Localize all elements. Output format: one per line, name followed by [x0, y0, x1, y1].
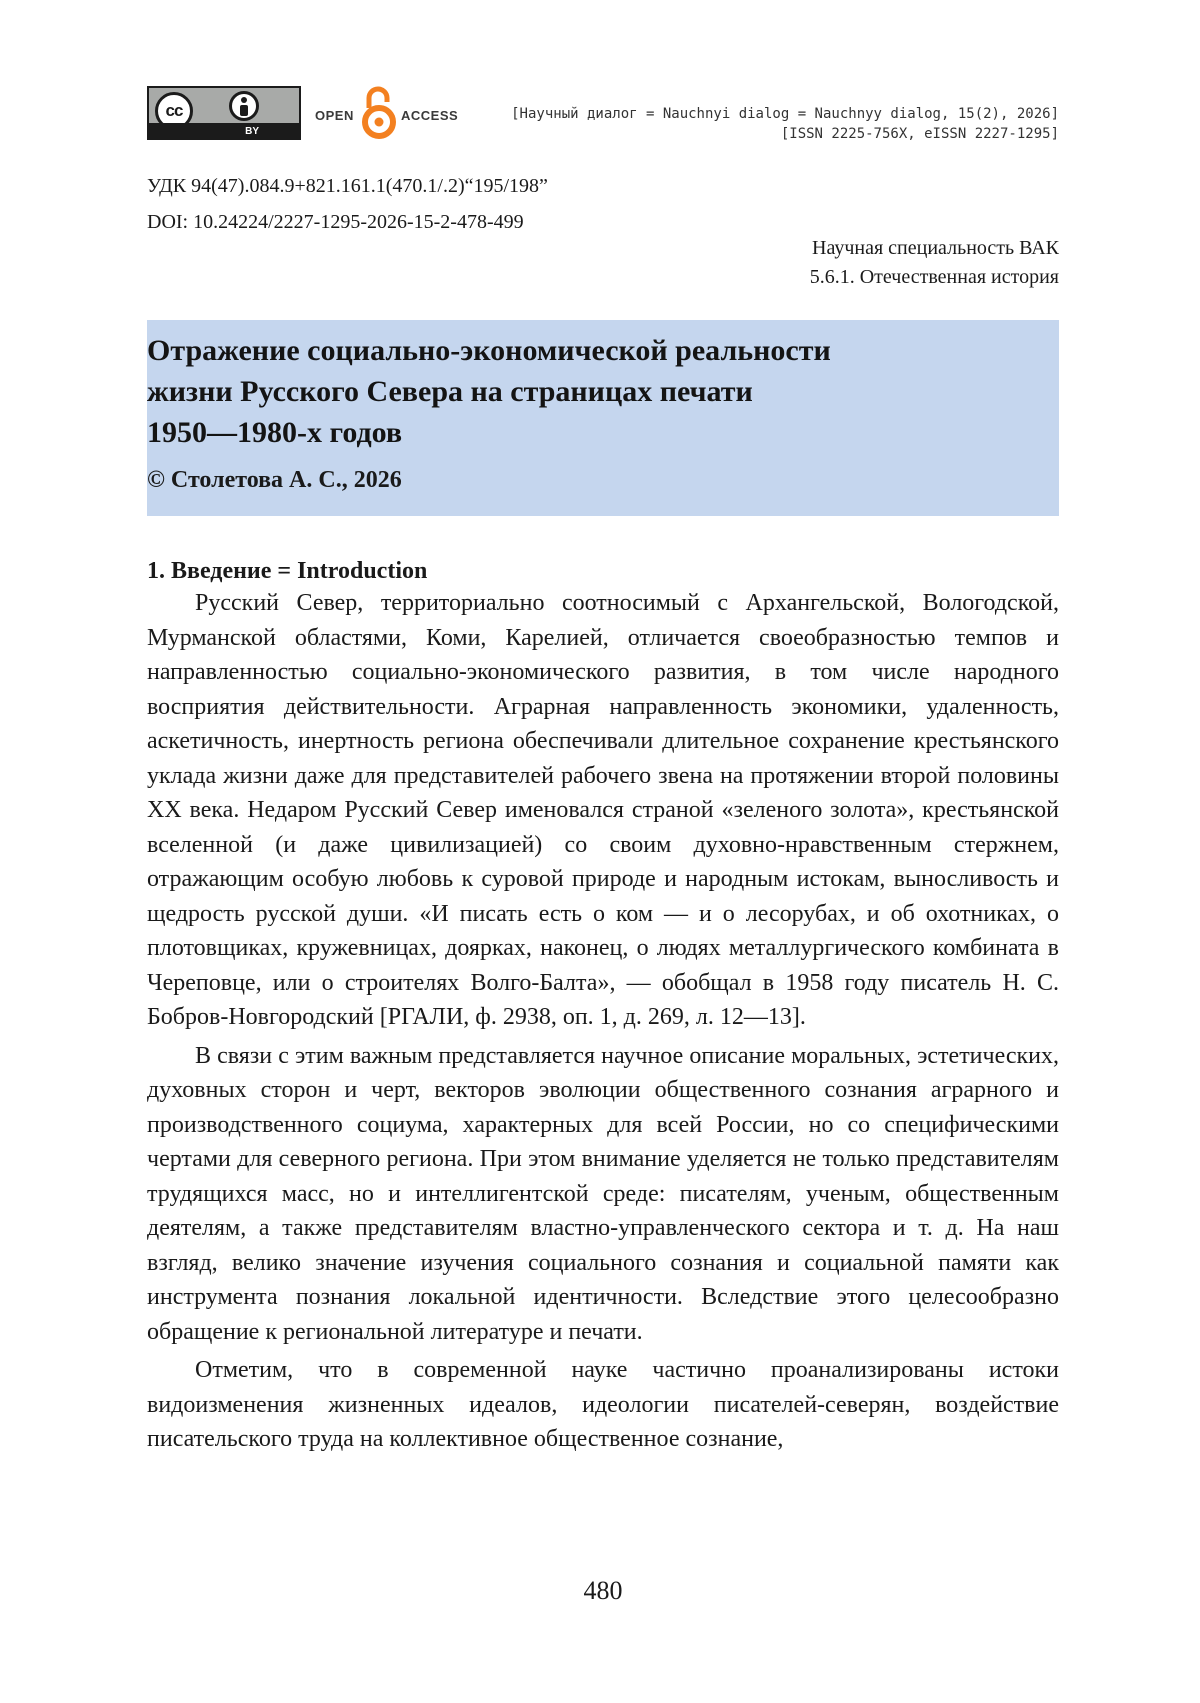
open-access-lock-icon [359, 84, 399, 140]
title-line: Отражение социально-экономической реальности [147, 334, 831, 367]
body-paragraph: Отметим, что в современной науке частично проанализированы истоки видоизменения жизненных идеалов, идеологии писателей-северян, воздействие писательского труда на коллективное общественное сознание, [147, 1357, 1059, 1452]
journal-citation [511, 104, 1059, 144]
section-heading: 1. Введение = Introduction [147, 558, 428, 584]
title-block [147, 320, 1059, 516]
author-copyright: © Столетова А. С., 2026 [147, 467, 402, 493]
title-line: 1950—1980-х годов [147, 416, 403, 449]
license-bar [149, 123, 299, 138]
doi-link[interactable]: DOI: 10.24224/2227-1295-2026-15-2-478-499 [147, 211, 524, 233]
scientific-specialty [810, 234, 1059, 292]
specialty-value: 5.6.1. Отечественная история [809, 266, 1059, 288]
page-header [147, 84, 1059, 144]
page-number: 480 [583, 1576, 623, 1605]
cc-by-license-badge[interactable] [147, 86, 301, 140]
attribution-person-icon [229, 91, 259, 121]
body-paragraph: В связи с этим важным представляется научное описание моральных, эстетических, духовных сторон и черт, векторов эволюции общественного сознания аграрного и производственного социума, характерных для всей России, но со специфическими чертами для северного региона. При этом внимание уделяется не только представителям трудящихся масс, но и интеллигентской среде: писателям, ученым, общественным деятелям, а также представителям властно-управленческого сектора и т. д. На наш взгляд, велико значение изучения социального сознания и социальной памяти как инструмента познания локальной идентичности. Вследствие этого целесообразно обращение к региональной литературе и печати. [147, 1042, 1059, 1345]
journal-page [147, 0, 1059, 1703]
journal-citation-line: [Научный диалог = Nauchnyi dialog = Nauchnyy dialog, 15(2), 2026] [511, 106, 1059, 122]
title-line: жизни Русского Севера на страницах печати [147, 375, 753, 408]
by-label: BY [245, 126, 259, 137]
open-access-logo [315, 84, 465, 144]
open-access-open-text: OPEN [315, 108, 354, 123]
journal-issn-line: [ISSN 2225-756X, eISSN 2227-1295] [780, 126, 1059, 142]
article-body [147, 556, 1059, 1461]
udk-code: УДК 94(47).084.9+821.161.1(470.1/.2)“195/198” [147, 175, 548, 197]
article-title [147, 330, 907, 453]
open-access-access-text: ACCESS [401, 108, 459, 123]
specialty-label: Научная специальность ВАК [812, 237, 1059, 259]
creative-commons-icon: cc [155, 92, 193, 130]
body-paragraph: Русский Север, территориально соотносимый с Архангельской, Вологодской, Мурманской областями, Коми, Карелией, отличается своеобразностью темпов и направленностью социально-экономического развития, в том числе народного восприятия действительности. Аграрная направленность экономики, удаленность, аскетичность, инертность региона обеспечивали длительное сохранение крестьянского уклада жизни даже для представителей рабочего звена на протяжении второй половины XX века. Недаром Русский Север именовался страной «зеленого золота», крестьянской вселенной (и даже цивилизацией) со своим духовно-нравственным стержнем, отражающим особую любовь к суровой природе и народным истокам, выносливость и щедрость русской души. «И писать есть о ком — и о лесорубах, и об охотниках, о плотовщиках, кружевницах, доярках, наконец, о людях металлургического комбината в Череповце, или о строителях Волго-Балта», — обобщал в 1958 году писатель Н. С. Бобров-Новгородский [РГАЛИ, ф. 2938, оп. 1, д. 269, л. 12—13]. [147, 590, 1059, 1030]
